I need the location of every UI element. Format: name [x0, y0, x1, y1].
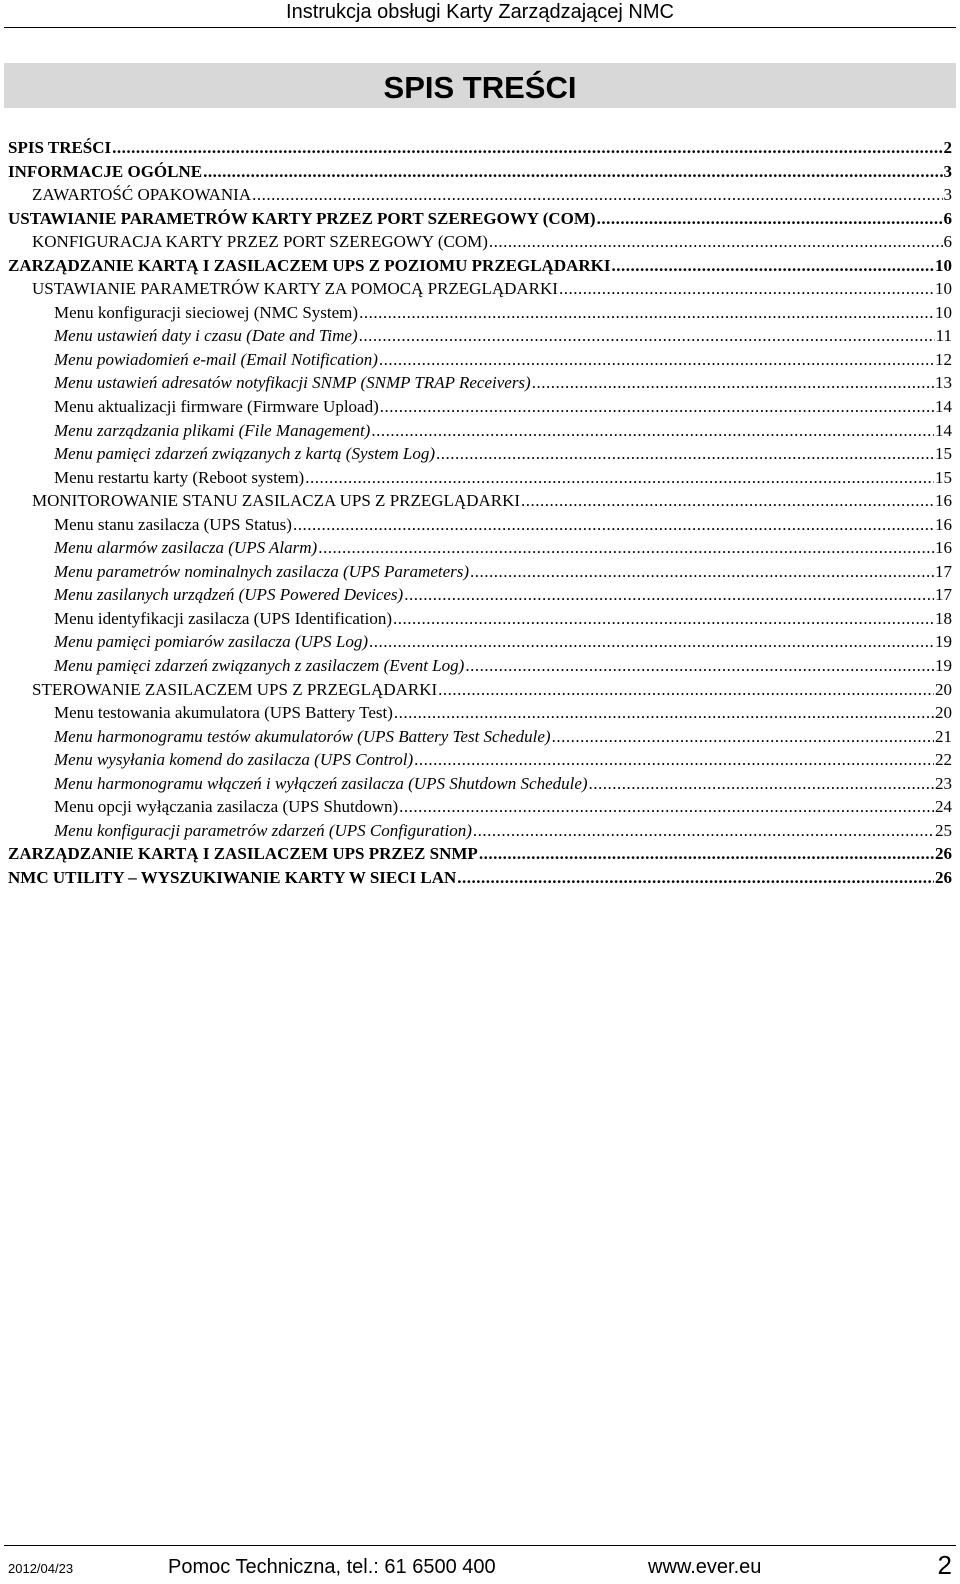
toc-entry[interactable]: [8, 442, 952, 466]
toc-leader-dots: [379, 348, 934, 372]
footer-page-number: 2: [937, 1550, 952, 1580]
toc-entry-label: Menu restartu karty (Reboot system): [54, 467, 305, 487]
toc-leader-dots: [404, 583, 934, 607]
toc-leader-dots: [359, 301, 934, 325]
toc-entry-page: 14: [935, 420, 952, 440]
footer-date: 2012/04/23: [8, 1561, 74, 1576]
toc-entry-label: Menu konfiguracji parametrów zdarzeń (UPS Configuration): [54, 820, 472, 840]
toc-entry-label: Menu ustawień adresatów notyfikacji SNMP (SNMP TRAP Receivers): [54, 373, 531, 393]
toc-entry-page: 24: [935, 797, 952, 817]
toc-entry[interactable]: [8, 630, 952, 654]
toc-leader-dots: [112, 136, 942, 160]
toc-entry-page: 19: [935, 656, 952, 676]
toc-entry-page: 17: [935, 585, 952, 605]
toc-entry-label: SPIS TREŚCI: [8, 138, 112, 157]
toc-entry-page: 25: [935, 820, 952, 840]
title-banner: [4, 63, 956, 108]
toc-entry-page: 13: [935, 373, 952, 393]
toc-entry-page: 3: [943, 161, 952, 181]
toc-entry-page: 17: [935, 561, 952, 581]
toc-leader-dots: [532, 371, 934, 395]
toc-entry[interactable]: [8, 183, 952, 207]
toc-entry-label: Menu wysyłania komend do zasilacza (UPS Control): [54, 750, 414, 770]
toc-leader-dots: [393, 607, 934, 631]
toc-leader-dots: [318, 536, 934, 560]
toc-leader-dots: [597, 207, 943, 231]
toc-entry-label: Menu zasilanych urządzeń (UPS Powered Devices): [54, 585, 404, 605]
toc-entry-label: Menu opcji wyłączania zasilacza (UPS Shutdown): [54, 797, 399, 817]
toc-entry-page: 6: [943, 208, 952, 228]
toc-entry-page: 22: [935, 750, 952, 770]
toc-entry-page: 10: [935, 255, 952, 275]
toc-leader-dots: [399, 795, 934, 819]
toc-entry[interactable]: [8, 348, 952, 372]
toc-leader-dots: [479, 842, 934, 866]
toc-leader-dots: [436, 442, 934, 466]
toc-entry-label: Menu harmonogramu testów akumulatorów (UPS Battery Test Schedule): [54, 726, 551, 746]
toc-entry-label: USTAWIANIE PARAMETRÓW KARTY PRZEZ PORT SZEREGOWY (COM): [8, 208, 596, 228]
footer-support-phone: Pomoc Techniczna, tel.: 61 6500 400: [168, 1556, 496, 1578]
page-title: SPIS TREŚCI: [383, 70, 577, 105]
toc-entry-label: Menu powiadomień e-mail (Email Notification): [54, 349, 378, 369]
toc-entry-page: 3: [943, 185, 952, 205]
running-header: Instrukcja obsługi Karty Zarządzającej NMC: [286, 1, 674, 23]
toc-leader-dots: [293, 513, 934, 537]
page-footer: [8, 1547, 952, 1579]
toc-entry-page: 16: [935, 491, 952, 511]
toc-leader-dots: [369, 630, 934, 654]
toc-entry-page: 20: [935, 703, 952, 723]
toc-entry[interactable]: [8, 583, 952, 607]
toc-leader-dots: [552, 725, 934, 749]
toc-leader-dots: [489, 230, 943, 254]
toc-entry[interactable]: [8, 748, 952, 772]
toc-leader-dots: [371, 419, 934, 443]
toc-entry-label: Menu zarządzania plikami (File Management): [54, 420, 371, 440]
toc-entry-page: 26: [935, 867, 952, 887]
toc-leader-dots: [414, 748, 934, 772]
toc-entry-page: 16: [935, 514, 952, 534]
toc-entry-label: Menu identyfikacji zasilacza (UPS Identification): [54, 608, 392, 628]
toc-entry[interactable]: [8, 207, 952, 231]
toc-entry-label: STEROWANIE ZASILACZEM UPS Z PRZEGLĄDARKI: [32, 679, 438, 699]
toc-leader-dots: [394, 701, 934, 725]
toc-entry[interactable]: [8, 230, 952, 254]
toc-entry[interactable]: [8, 678, 952, 702]
toc-leader-dots: [252, 183, 942, 207]
toc-entry-page: 14: [935, 397, 952, 417]
footer-website: www.ever.eu: [648, 1556, 762, 1578]
toc-entry[interactable]: [8, 136, 952, 160]
toc-entry-page: 10: [935, 302, 952, 322]
toc-entry[interactable]: [8, 795, 952, 819]
toc-entry-label: ZAWARTOŚĆ OPAKOWANIA: [32, 185, 252, 205]
footer-divider: [4, 1545, 956, 1546]
toc-entry-label: Menu konfiguracji sieciowej (NMC System): [54, 302, 359, 322]
toc-entry-label: Menu ustawień daty i czasu (Date and Time): [54, 326, 358, 346]
toc-entry-label: Menu aktualizacji firmware (Firmware Upload): [54, 397, 379, 417]
toc-leader-dots: [465, 654, 934, 678]
toc-leader-dots: [203, 160, 942, 184]
toc-entry[interactable]: [8, 560, 952, 584]
toc-entry-page: 6: [943, 232, 952, 252]
toc-entry-page: 15: [935, 467, 952, 487]
toc-entry-label: Menu pamięci zdarzeń związanych z zasilaczem (Event Log): [54, 656, 465, 676]
toc-entry[interactable]: [8, 819, 952, 843]
toc-entry[interactable]: [8, 395, 952, 419]
toc-entry-label: Menu stanu zasilacza (UPS Status): [54, 514, 292, 534]
toc-entry-page: 15: [935, 444, 952, 464]
toc-entry[interactable]: [8, 277, 952, 301]
toc-leader-dots: [559, 277, 934, 301]
toc-entry[interactable]: [8, 324, 952, 348]
toc-entry[interactable]: [8, 866, 952, 890]
toc-entry[interactable]: [8, 466, 952, 490]
toc-entry-page: 2: [943, 138, 952, 157]
toc-entry[interactable]: [8, 701, 952, 725]
toc-entry[interactable]: [8, 513, 952, 537]
toc-entry[interactable]: [8, 607, 952, 631]
toc-leader-dots: [438, 678, 934, 702]
toc-entry-page: 19: [935, 632, 952, 652]
toc-leader-dots: [457, 866, 934, 890]
toc-entry-label: Menu pamięci zdarzeń związanych z kartą (System Log): [54, 444, 436, 464]
toc-entry-page: 26: [935, 844, 952, 864]
toc-entry[interactable]: [8, 489, 952, 513]
toc-entry[interactable]: [8, 725, 952, 749]
toc-entry-label: MONITOROWANIE STANU ZASILACZA UPS Z PRZEGLĄDARKI: [32, 491, 521, 511]
toc-entry-label: Menu testowania akumulatora (UPS Battery Test): [54, 703, 393, 723]
toc-leader-dots: [470, 560, 934, 584]
toc-entry-page: 11: [935, 326, 952, 346]
toc-entry-label: Menu harmonogramu włączeń i wyłączeń zasilacza (UPS Shutdown Schedule): [54, 773, 588, 793]
toc-entry-page: 20: [935, 679, 952, 699]
toc-entry-page: 21: [935, 726, 952, 746]
toc-entry-label: ZARZĄDZANIE KARTĄ I ZASILACZEM UPS PRZEZ SNMP: [8, 844, 478, 864]
toc-entry-label: Menu pamięci pomiarów zasilacza (UPS Log): [54, 632, 369, 652]
toc-entry[interactable]: [8, 654, 952, 678]
toc-entry[interactable]: [8, 160, 952, 184]
toc-entry[interactable]: [8, 301, 952, 325]
header-divider: [4, 27, 956, 28]
toc-entry-label: INFORMACJE OGÓLNE: [8, 161, 203, 181]
toc-entry[interactable]: [8, 772, 952, 796]
toc-entry-page: 23: [935, 773, 952, 793]
toc-leader-dots: [589, 772, 934, 796]
toc-entry[interactable]: [8, 419, 952, 443]
toc-entry-page: 10: [935, 279, 952, 299]
toc-entry-label: ZARZĄDZANIE KARTĄ I ZASILACZEM UPS Z POZIOMU PRZEGLĄDARKI: [8, 255, 611, 275]
toc-entry-label: USTAWIANIE PARAMETRÓW KARTY ZA POMOCĄ PRZEGLĄDARKI: [32, 279, 558, 299]
toc-entry-page: 12: [935, 349, 952, 369]
toc-entry-label: KONFIGURACJA KARTY PRZEZ PORT SZEREGOWY (COM): [32, 232, 488, 252]
toc-leader-dots: [359, 324, 935, 348]
table-of-contents: [8, 136, 952, 890]
toc-entry-label: Menu alarmów zasilacza (UPS Alarm): [54, 538, 318, 558]
toc-entry[interactable]: [8, 842, 952, 866]
toc-entry-label: Menu parametrów nominalnych zasilacza (UPS Parameters): [54, 561, 470, 581]
toc-entry-page: 16: [935, 538, 952, 558]
toc-leader-dots: [305, 466, 934, 490]
toc-entry[interactable]: [8, 536, 952, 560]
toc-leader-dots: [521, 489, 934, 513]
toc-entry[interactable]: [8, 371, 952, 395]
toc-entry-label: NMC UTILITY – WYSZUKIWANIE KARTY W SIECI LAN: [8, 867, 457, 887]
toc-entry[interactable]: [8, 254, 952, 278]
toc-leader-dots: [380, 395, 934, 419]
toc-leader-dots: [612, 254, 934, 278]
toc-leader-dots: [473, 819, 934, 843]
toc-entry-page: 18: [935, 608, 952, 628]
